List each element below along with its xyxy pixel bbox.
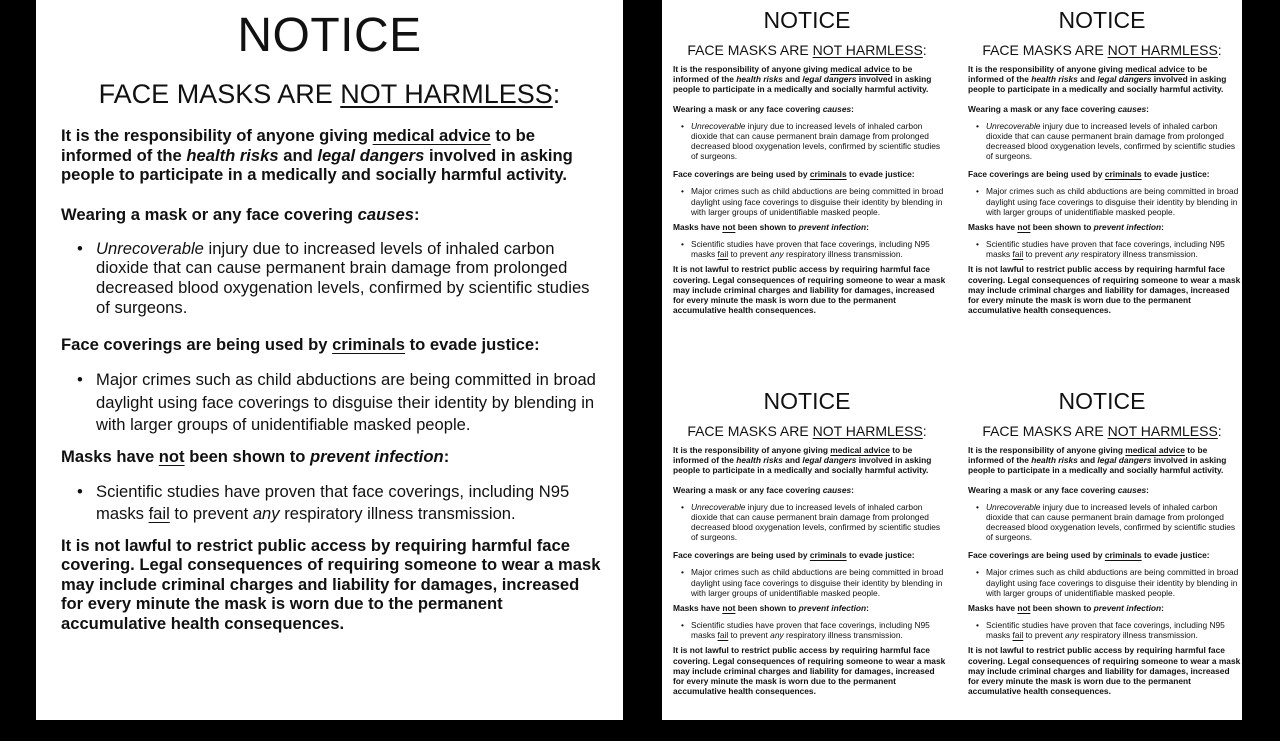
- intro-text: involved in asking people to participate in a medically and socially harmful activity.: [673, 455, 932, 476]
- heading-text: been shown to: [735, 603, 799, 614]
- bullet-text: Major crimes such as child abductions are being committed in broad daylight using face coverings to disguise their identity by blending in with larger groups of unidentifiable masked people.: [986, 186, 1239, 217]
- heading-text: been shown to: [184, 446, 310, 466]
- bullet-text: Major crimes such as child abductions are being committed in broad daylight using face coverings to disguise their identity by blending in with larger groups of unidentifiable masked people.: [691, 567, 944, 598]
- bullet-italic: any: [770, 249, 784, 260]
- list-item: [673, 239, 948, 259]
- intro-text: to be informed of the: [968, 445, 1208, 466]
- notice-title: NOTICE: [763, 388, 851, 414]
- intro-text: to be informed of the: [673, 445, 913, 466]
- criminals-list: [968, 186, 1243, 217]
- bullet-text: injury due to increased levels of inhaled carbon dioxide that can cause permanent brain damage from prolonged decreased blood oxygenation levels, confirmed by scientific studies of surgeons.: [986, 120, 1236, 162]
- intro-underlined: medical advice: [1125, 64, 1185, 74]
- intro-text: It is the responsibility of anyone giving: [968, 445, 1126, 455]
- heading-text: been shown to: [735, 222, 799, 233]
- heading-text: Wearing a mask or any face covering: [968, 484, 1118, 495]
- heading-text: Wearing a mask or any face covering: [673, 103, 823, 114]
- list-item: [968, 502, 1243, 543]
- bullet-text: injury due to increased levels of inhaled carbon dioxide that can cause permanent brain damage from prolonged decreased blood oxygenation levels, confirmed by scientific studies of surgeons.: [986, 501, 1236, 543]
- intro-text: to be informed of the: [61, 126, 535, 165]
- heading-text: to evade justice:: [1141, 550, 1210, 561]
- subtitle-colon: :: [1217, 42, 1222, 58]
- bullet-text: to prevent: [728, 249, 771, 260]
- subtitle-colon: :: [552, 79, 561, 109]
- intro-text: It is the responsibility of anyone giving: [968, 64, 1126, 74]
- intro-italic: legal dangers: [802, 74, 857, 85]
- intro-text: involved in asking people to participate in a medically and socially harmful activity.: [673, 74, 932, 95]
- list-item: [968, 620, 1243, 640]
- section-heading-infection: [968, 603, 1243, 613]
- intro-text: It is the responsibility of anyone giving: [673, 445, 831, 455]
- heading-underlined: criminals: [809, 550, 847, 561]
- heading-italic: prevent infection: [798, 222, 867, 233]
- bullet-italic: any: [252, 504, 280, 524]
- subtitle-text: FACE MASKS ARE: [982, 423, 1108, 439]
- bullet-text: respiratory illness transmission.: [783, 249, 903, 260]
- intro-text: and: [782, 455, 803, 466]
- intro-italic: health risks: [1031, 455, 1078, 466]
- list-item: [673, 567, 948, 598]
- heading-text: Masks have: [61, 446, 159, 466]
- section-heading-causes: [968, 485, 1243, 495]
- subtitle-colon: :: [922, 42, 927, 58]
- infection-list: [968, 239, 1243, 259]
- heading-text: :: [1161, 603, 1164, 614]
- heading-underlined: not: [722, 222, 736, 233]
- notice-subtitle: [36, 79, 623, 110]
- heading-text: Face coverings are being used by: [968, 169, 1105, 180]
- section-heading-infection: [673, 222, 948, 232]
- intro-text: and: [1077, 74, 1098, 85]
- list-item: [968, 239, 1243, 259]
- heading-text: to evade justice:: [405, 335, 540, 355]
- bullet-text: Scientific studies have proven that face coverings, including N95 masks: [96, 481, 570, 524]
- intro-paragraph: [673, 64, 948, 95]
- list-item: [673, 186, 948, 217]
- heading-text: :: [851, 484, 854, 495]
- bullet-italic: Unrecoverable: [986, 501, 1041, 512]
- subtitle-text: FACE MASKS ARE: [98, 79, 341, 109]
- notice-title: NOTICE: [237, 9, 422, 62]
- heading-text: :: [413, 204, 420, 224]
- causes-list: [968, 121, 1243, 162]
- infection-list: [673, 239, 948, 259]
- intro-italic: legal dangers: [802, 455, 857, 466]
- section-heading-criminals: [673, 169, 948, 179]
- infection-list: [968, 620, 1243, 640]
- heading-text: Masks have: [968, 222, 1018, 233]
- heading-text: Masks have: [968, 603, 1018, 614]
- heading-text: Face coverings are being used by: [673, 169, 810, 180]
- intro-paragraph: [673, 445, 948, 476]
- heading-underlined: criminals: [1104, 169, 1142, 180]
- list-item: [61, 239, 606, 317]
- notice-body: [673, 445, 948, 696]
- intro-text: and: [782, 74, 803, 85]
- bullet-text: Major crimes such as child abductions are being committed in broad daylight using face coverings to disguise their identity by blending in with larger groups of unidentifiable masked people.: [986, 567, 1239, 598]
- list-item: [673, 121, 948, 162]
- heading-text: Wearing a mask or any face covering: [968, 103, 1118, 114]
- subtitle-underlined: NOT HARMLESS: [340, 79, 553, 109]
- heading-text: :: [866, 603, 869, 614]
- section-heading-criminals: [61, 335, 606, 355]
- heading-italic: causes: [822, 484, 852, 495]
- bullet-text: to prevent: [728, 630, 771, 641]
- section-heading-criminals: [673, 550, 948, 560]
- subtitle-underlined: NOT HARMLESS: [812, 423, 923, 439]
- intro-text: to be informed of the: [673, 64, 913, 85]
- bullet-text: Scientific studies have proven that face coverings, including N95 masks: [986, 239, 1225, 260]
- list-item: [968, 121, 1243, 162]
- notice-subtitle: [662, 423, 952, 439]
- section-heading-causes: [673, 485, 948, 495]
- notice-title: NOTICE: [763, 7, 851, 33]
- bullet-italic: Unrecoverable: [986, 120, 1041, 131]
- intro-underlined: medical advice: [830, 445, 890, 455]
- heading-italic: prevent infection: [1093, 603, 1162, 614]
- bullet-italic: any: [1065, 630, 1079, 641]
- heading-text: been shown to: [1030, 603, 1094, 614]
- bullet-underlined: fail: [717, 630, 729, 641]
- notice-subtitle: [957, 423, 1247, 439]
- subtitle-underlined: NOT HARMLESS: [1107, 423, 1218, 439]
- mini-notice: [662, 0, 952, 360]
- notice-subtitle: [957, 42, 1247, 58]
- subtitle-text: FACE MASKS ARE: [687, 423, 813, 439]
- list-item: [673, 502, 948, 543]
- heading-text: Face coverings are being used by: [673, 550, 810, 561]
- intro-paragraph: [61, 126, 606, 185]
- causes-list: [61, 239, 606, 317]
- bullet-italic: Unrecoverable: [691, 120, 746, 131]
- bullet-text: to prevent: [1023, 249, 1066, 260]
- heading-text: Masks have: [673, 222, 723, 233]
- bullet-text: Major crimes such as child abductions are being committed in broad daylight using face coverings to disguise their identity by blending in with larger groups of unidentifiable masked people.: [96, 370, 596, 435]
- notice-title: NOTICE: [1058, 7, 1146, 33]
- section-heading-infection: [673, 603, 948, 613]
- intro-italic: health risks: [736, 74, 783, 85]
- large-notice-page: [36, 0, 623, 720]
- section-heading-causes: [673, 104, 948, 114]
- heading-text: :: [1146, 484, 1149, 495]
- heading-underlined: not: [1017, 222, 1031, 233]
- intro-italic: health risks: [736, 455, 783, 466]
- mini-notice: [957, 381, 1247, 741]
- intro-italic: health risks: [1031, 74, 1078, 85]
- list-item: [968, 186, 1243, 217]
- intro-text: and: [1077, 455, 1098, 466]
- closing-paragraph: It is not lawful to restrict public access by requiring harmful face covering. Legal consequences of requiring someone to wear a mask may include criminal charges and liability for damages, increased for every minute the mask is worn due to the permanent accumulative health consequences.: [673, 264, 946, 316]
- subtitle-underlined: NOT HARMLESS: [1107, 42, 1218, 58]
- causes-list: [673, 121, 948, 162]
- heading-text: :: [851, 103, 854, 114]
- criminals-list: [61, 369, 606, 437]
- intro-italic: legal dangers: [1097, 74, 1152, 85]
- notice-body: [968, 64, 1243, 315]
- heading-text: Face coverings are being used by: [968, 550, 1105, 561]
- heading-underlined: not: [722, 603, 736, 614]
- heading-text: :: [1146, 103, 1149, 114]
- heading-text: to evade justice:: [846, 550, 915, 561]
- intro-text: and: [278, 145, 318, 165]
- section-heading-infection: [968, 222, 1243, 232]
- closing-paragraph: It is not lawful to restrict public access by requiring harmful face covering. Legal consequences of requiring someone to wear a mask may include criminal charges and liability for damages, increased for every minute the mask is worn due to the permanent accumulative health consequences.: [968, 264, 1241, 316]
- heading-text: :: [866, 222, 869, 233]
- intro-text: to be informed of the: [968, 64, 1208, 85]
- intro-italic: legal dangers: [317, 145, 425, 165]
- bullet-text: respiratory illness transmission.: [279, 504, 516, 524]
- bullet-text: respiratory illness transmission.: [1078, 630, 1198, 641]
- heading-text: :: [1161, 222, 1164, 233]
- list-item: [673, 620, 948, 640]
- heading-text: :: [443, 446, 450, 466]
- closing-paragraph: It is not lawful to restrict public access by requiring harmful face covering. Legal consequences of requiring someone to wear a mask may include criminal charges and liability for damages, increased for every minute the mask is worn due to the permanent accumulative health consequences.: [61, 535, 601, 634]
- heading-text: Face coverings are being used by: [61, 335, 333, 355]
- criminals-list: [968, 567, 1243, 598]
- intro-text: It is the responsibility of anyone giving: [673, 64, 831, 74]
- heading-text: Wearing a mask or any face covering: [673, 484, 823, 495]
- bullet-italic: any: [770, 630, 784, 641]
- section-heading-causes: [61, 205, 606, 225]
- section-heading-infection: [61, 447, 606, 467]
- subtitle-colon: :: [1217, 423, 1222, 439]
- heading-italic: prevent infection: [1093, 222, 1162, 233]
- list-item: [61, 481, 606, 526]
- heading-underlined: not: [1017, 603, 1031, 614]
- section-heading-criminals: [968, 550, 1243, 560]
- heading-text: Wearing a mask or any face covering: [61, 204, 358, 224]
- mini-notices-page: [662, 0, 1242, 720]
- heading-underlined: criminals: [809, 169, 847, 180]
- bullet-text: Major crimes such as child abductions are being committed in broad daylight using face coverings to disguise their identity by blending in with larger groups of unidentifiable masked people.: [691, 186, 944, 217]
- criminals-list: [673, 567, 948, 598]
- heading-text: to evade justice:: [846, 169, 915, 180]
- bullet-text: to prevent: [1023, 630, 1066, 641]
- bullet-italic: any: [1065, 249, 1079, 260]
- causes-list: [673, 502, 948, 543]
- subtitle-text: FACE MASKS ARE: [687, 42, 813, 58]
- subtitle-text: FACE MASKS ARE: [982, 42, 1108, 58]
- intro-text: involved in asking people to participate in a medically and socially harmful activity.: [61, 145, 573, 185]
- heading-italic: causes: [1117, 484, 1147, 495]
- heading-text: to evade justice:: [1141, 169, 1210, 180]
- bullet-text: respiratory illness transmission.: [783, 630, 903, 641]
- intro-text: involved in asking people to participate in a medically and socially harmful activity.: [968, 74, 1227, 95]
- intro-text: It is the responsibility of anyone giving: [61, 126, 373, 145]
- section-heading-criminals: [968, 169, 1243, 179]
- list-item: [968, 567, 1243, 598]
- heading-text: been shown to: [1030, 222, 1094, 233]
- mini-notice: [662, 381, 952, 741]
- mini-notice: [957, 0, 1247, 360]
- intro-underlined: medical advice: [830, 64, 890, 74]
- heading-italic: causes: [822, 103, 852, 114]
- bullet-italic: Unrecoverable: [96, 238, 204, 258]
- section-heading-causes: [968, 104, 1243, 114]
- heading-italic: causes: [1117, 103, 1147, 114]
- notice-body: [968, 445, 1243, 696]
- notice-subtitle: [662, 42, 952, 58]
- heading-underlined: not: [158, 446, 185, 466]
- bullet-underlined: fail: [1012, 249, 1024, 260]
- subtitle-underlined: NOT HARMLESS: [812, 42, 923, 58]
- bullet-underlined: fail: [717, 249, 729, 260]
- infection-list: [673, 620, 948, 640]
- list-item: [61, 369, 606, 437]
- bullet-text: Scientific studies have proven that face coverings, including N95 masks: [691, 620, 930, 641]
- bullet-text: Scientific studies have proven that face coverings, including N95 masks: [691, 239, 930, 260]
- intro-paragraph: [968, 64, 1243, 95]
- heading-italic: prevent infection: [798, 603, 867, 614]
- intro-text: involved in asking people to participate in a medically and socially harmful activity.: [968, 455, 1227, 476]
- notice-body: [61, 126, 606, 634]
- heading-underlined: criminals: [1104, 550, 1142, 561]
- closing-paragraph: It is not lawful to restrict public access by requiring harmful face covering. Legal consequences of requiring someone to wear a mask may include criminal charges and liability for damages, increased for every minute the mask is worn due to the permanent accumulative health consequences.: [968, 645, 1241, 697]
- causes-list: [968, 502, 1243, 543]
- bullet-underlined: fail: [1012, 630, 1024, 641]
- intro-italic: health risks: [186, 145, 279, 165]
- intro-paragraph: [968, 445, 1243, 476]
- heading-text: Masks have: [673, 603, 723, 614]
- criminals-list: [673, 186, 948, 217]
- bullet-text: respiratory illness transmission.: [1078, 249, 1198, 260]
- heading-underlined: criminals: [332, 335, 406, 355]
- bullet-italic: Unrecoverable: [691, 501, 746, 512]
- heading-italic: prevent infection: [309, 446, 444, 466]
- bullet-text: Scientific studies have proven that face coverings, including N95 masks: [986, 620, 1225, 641]
- bullet-text: injury due to increased levels of inhaled carbon dioxide that can cause permanent brain damage from prolonged decreased blood oxygenation levels, confirmed by scientific studies of surgeons.: [691, 501, 941, 543]
- subtitle-colon: :: [922, 423, 927, 439]
- heading-italic: causes: [357, 204, 414, 224]
- notice-title: NOTICE: [1058, 388, 1146, 414]
- bullet-text: injury due to increased levels of inhaled carbon dioxide that can cause permanent brain damage from prolonged decreased blood oxygenation levels, confirmed by scientific studies of surgeons.: [691, 120, 941, 162]
- bullet-text: to prevent: [169, 504, 253, 524]
- intro-underlined: medical advice: [1125, 445, 1185, 455]
- notice-body: [673, 64, 948, 315]
- infection-list: [61, 481, 606, 526]
- bullet-text: injury due to increased levels of inhaled carbon dioxide that can cause permanent brain damage from prolonged decreased blood oxygenation levels, confirmed by scientific studies of surgeons.: [96, 238, 590, 317]
- intro-italic: legal dangers: [1097, 455, 1152, 466]
- closing-paragraph: It is not lawful to restrict public access by requiring harmful face covering. Legal consequences of requiring someone to wear a mask may include criminal charges and liability for damages, increased for every minute the mask is worn due to the permanent accumulative health consequences.: [673, 645, 946, 697]
- bullet-underlined: fail: [148, 504, 170, 524]
- intro-underlined: medical advice: [372, 126, 491, 145]
